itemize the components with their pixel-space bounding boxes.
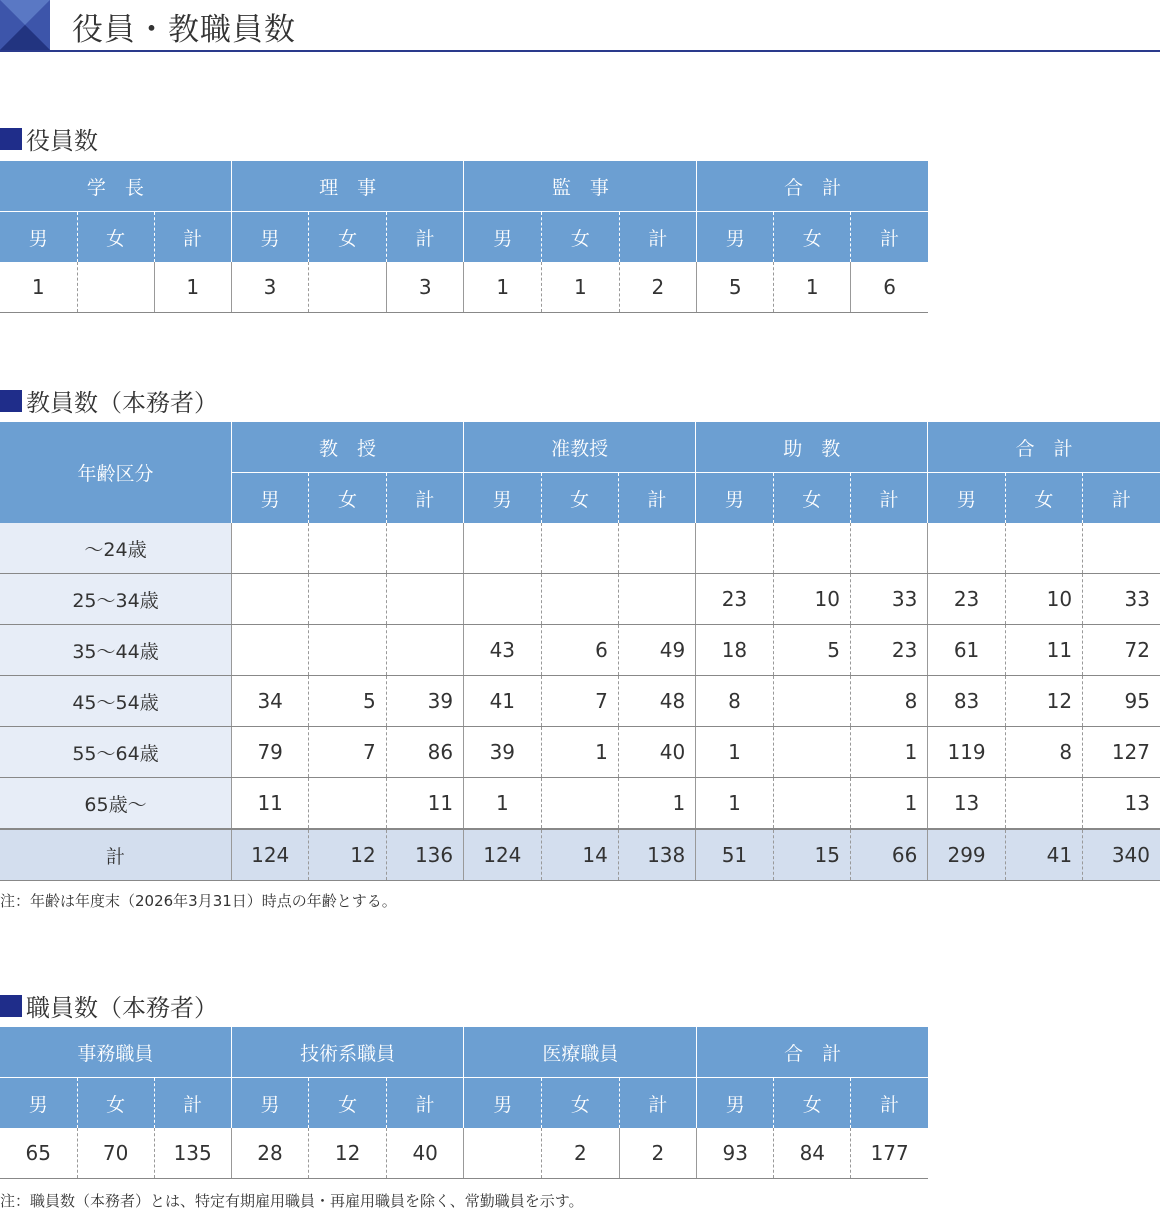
faculty-total-cell: 340 — [1083, 829, 1160, 881]
officers-subheader: 計 — [619, 212, 697, 263]
faculty-cell: 33 — [851, 574, 928, 625]
faculty-cell — [1005, 523, 1082, 574]
staff-subheader: 計 — [386, 1078, 464, 1129]
faculty-cell: 13 — [928, 778, 1005, 830]
officers-heading — [0, 121, 98, 156]
faculty-cell: 8 — [1005, 727, 1082, 778]
officers-cell: 1 — [154, 262, 231, 313]
faculty-subheader: 女 — [1005, 473, 1082, 524]
staff-table — [0, 1027, 928, 1179]
staff-heading-text: 職員数（本務者） — [26, 994, 218, 1022]
faculty-cell: 1 — [541, 727, 618, 778]
faculty-cell: 40 — [618, 727, 695, 778]
faculty-cell: 23 — [696, 574, 773, 625]
officers-subheader: 男 — [464, 212, 542, 263]
staff-group-header: 事務職員 — [0, 1027, 231, 1078]
faculty-cell — [386, 625, 463, 676]
staff-note: 注：職員数（本務者）とは、特定有期雇用職員・再雇用職員を除く、常勤職員を示す。 — [0, 1192, 584, 1210]
faculty-subheader: 計 — [851, 473, 928, 524]
staff-subheader: 計 — [619, 1078, 697, 1129]
staff-cell: 93 — [697, 1128, 774, 1179]
age-label: ～24歳 — [0, 523, 232, 574]
officers-subheader: 男 — [697, 212, 774, 263]
page-header — [0, 0, 1160, 52]
faculty-row — [0, 625, 1160, 676]
officers-cell: 6 — [851, 262, 928, 313]
officers-subheader: 計 — [386, 212, 464, 263]
age-category-header: 年齢区分 — [0, 422, 232, 523]
staff-group-header: 合 計 — [697, 1027, 928, 1078]
officers-group-header: 学 長 — [0, 161, 231, 212]
faculty-cell — [309, 574, 386, 625]
faculty-cell: 11 — [1005, 625, 1082, 676]
faculty-cell: 127 — [1083, 727, 1160, 778]
faculty-cell — [773, 727, 850, 778]
faculty-cell — [464, 574, 541, 625]
officers-cell: 1 — [0, 262, 77, 313]
faculty-table — [0, 422, 1160, 881]
officers-data-row — [0, 262, 928, 313]
faculty-group-header: 助 教 — [696, 422, 928, 473]
officers-cell: 1 — [774, 262, 851, 313]
staff-cell: 135 — [154, 1128, 231, 1179]
faculty-cell: 119 — [928, 727, 1005, 778]
faculty-total-cell: 124 — [232, 829, 309, 881]
faculty-cell — [541, 523, 618, 574]
staff-cell: 40 — [386, 1128, 464, 1179]
staff-data-row — [0, 1128, 928, 1179]
officers-cell: 5 — [697, 262, 774, 313]
faculty-total-cell: 14 — [541, 829, 618, 881]
faculty-row — [0, 676, 1160, 727]
staff-cell: 70 — [77, 1128, 154, 1179]
faculty-cell: 33 — [1083, 574, 1160, 625]
faculty-group-header: 教 授 — [232, 422, 464, 473]
faculty-cell — [773, 523, 850, 574]
staff-group-header: 技術系職員 — [231, 1027, 464, 1078]
page-title: 役員・教職員数 — [72, 12, 296, 48]
age-label: 55～64歳 — [0, 727, 232, 778]
faculty-note: 注：年齢は年度末（2026年3月31日）時点の年齢とする。 — [0, 892, 397, 910]
faculty-cell: 1 — [696, 727, 773, 778]
faculty-total-cell: 138 — [618, 829, 695, 881]
faculty-cell: 61 — [928, 625, 1005, 676]
staff-subheader: 男 — [0, 1078, 77, 1129]
faculty-cell: 39 — [386, 676, 463, 727]
staff-heading — [0, 988, 218, 1023]
faculty-cell: 11 — [232, 778, 309, 830]
faculty-cell — [541, 574, 618, 625]
faculty-cell — [928, 523, 1005, 574]
faculty-cell — [232, 574, 309, 625]
faculty-row — [0, 727, 1160, 778]
faculty-cell: 13 — [1083, 778, 1160, 830]
officers-subheader: 女 — [542, 212, 620, 263]
faculty-cell: 5 — [309, 676, 386, 727]
officers-table — [0, 161, 928, 313]
faculty-cell: 39 — [464, 727, 541, 778]
faculty-cell: 23 — [928, 574, 1005, 625]
faculty-cell: 41 — [464, 676, 541, 727]
faculty-row — [0, 574, 1160, 625]
faculty-subheader: 男 — [232, 473, 309, 524]
staff-subheader: 女 — [542, 1078, 620, 1129]
faculty-cell: 48 — [618, 676, 695, 727]
faculty-cell — [618, 574, 695, 625]
faculty-subheader: 女 — [309, 473, 386, 524]
faculty-cell — [773, 778, 850, 830]
officers-subheader: 女 — [309, 212, 387, 263]
faculty-cell — [309, 523, 386, 574]
faculty-total-row — [0, 829, 1160, 881]
staff-cell: 2 — [542, 1128, 620, 1179]
faculty-total-cell: 299 — [928, 829, 1005, 881]
faculty-cell: 1 — [618, 778, 695, 830]
faculty-cell — [541, 778, 618, 830]
faculty-group-header: 准教授 — [464, 422, 696, 473]
faculty-cell: 72 — [1083, 625, 1160, 676]
faculty-cell — [773, 676, 850, 727]
faculty-cell: 95 — [1083, 676, 1160, 727]
officers-group-header: 監 事 — [464, 161, 697, 212]
staff-cell: 2 — [619, 1128, 697, 1179]
faculty-cell — [851, 523, 928, 574]
officers-subheader: 女 — [774, 212, 851, 263]
officers-cell — [77, 262, 154, 313]
faculty-cell — [386, 574, 463, 625]
staff-subheader: 女 — [774, 1078, 851, 1129]
faculty-cell: 18 — [696, 625, 773, 676]
faculty-heading-text: 教員数（本務者） — [26, 389, 218, 417]
faculty-cell: 6 — [541, 625, 618, 676]
age-label: 65歳～ — [0, 778, 232, 830]
officers-subheader: 女 — [77, 212, 154, 263]
heading-square-icon — [0, 390, 22, 412]
faculty-subheader: 計 — [386, 473, 463, 524]
officers-heading-text: 役員数 — [26, 127, 98, 155]
staff-cell: 12 — [309, 1128, 387, 1179]
officers-subheader: 男 — [231, 212, 309, 263]
faculty-subheader: 女 — [541, 473, 618, 524]
officers-group-header: 合 計 — [697, 161, 928, 212]
faculty-cell: 5 — [773, 625, 850, 676]
staff-subheader: 計 — [154, 1078, 231, 1129]
faculty-cell — [618, 523, 695, 574]
faculty-cell: 23 — [851, 625, 928, 676]
staff-subheader: 計 — [851, 1078, 928, 1129]
officers-subheader: 計 — [154, 212, 231, 263]
faculty-cell: 8 — [696, 676, 773, 727]
staff-subheader: 男 — [464, 1078, 542, 1129]
faculty-cell: 49 — [618, 625, 695, 676]
faculty-subheader: 男 — [928, 473, 1005, 524]
faculty-cell: 79 — [232, 727, 309, 778]
faculty-cell: 10 — [773, 574, 850, 625]
age-label: 35～44歳 — [0, 625, 232, 676]
faculty-cell — [386, 523, 463, 574]
staff-group-header: 医療職員 — [464, 1027, 697, 1078]
faculty-group-header: 合 計 — [928, 422, 1160, 473]
faculty-cell — [309, 778, 386, 830]
faculty-cell: 83 — [928, 676, 1005, 727]
faculty-subheader: 女 — [773, 473, 850, 524]
total-label: 計 — [0, 829, 232, 881]
faculty-total-cell: 12 — [309, 829, 386, 881]
staff-cell — [464, 1128, 542, 1179]
faculty-total-cell: 41 — [1005, 829, 1082, 881]
faculty-cell — [309, 625, 386, 676]
heading-square-icon — [0, 995, 22, 1017]
faculty-cell: 1 — [464, 778, 541, 830]
faculty-cell: 86 — [386, 727, 463, 778]
staff-cell: 65 — [0, 1128, 77, 1179]
faculty-cell: 11 — [386, 778, 463, 830]
faculty-total-cell: 136 — [386, 829, 463, 881]
faculty-total-cell: 66 — [851, 829, 928, 881]
header-emblem-icon — [0, 0, 50, 50]
faculty-cell: 7 — [309, 727, 386, 778]
staff-subheader: 男 — [231, 1078, 309, 1129]
officers-group-header: 理 事 — [231, 161, 464, 212]
faculty-cell: 1 — [851, 727, 928, 778]
faculty-subheader: 男 — [464, 473, 541, 524]
officers-cell — [309, 262, 387, 313]
faculty-subheader: 男 — [696, 473, 773, 524]
faculty-heading — [0, 383, 218, 418]
officers-cell: 3 — [386, 262, 464, 313]
faculty-total-cell: 51 — [696, 829, 773, 881]
faculty-cell — [696, 523, 773, 574]
staff-subheader: 男 — [697, 1078, 774, 1129]
heading-square-icon — [0, 128, 22, 150]
officers-cell: 1 — [464, 262, 542, 313]
officers-cell: 3 — [231, 262, 309, 313]
faculty-cell: 34 — [232, 676, 309, 727]
officers-subheader: 計 — [851, 212, 928, 263]
officers-subheader: 男 — [0, 212, 77, 263]
officers-cell: 2 — [619, 262, 697, 313]
officers-cell: 1 — [542, 262, 620, 313]
faculty-row — [0, 778, 1160, 830]
faculty-subheader: 計 — [1083, 473, 1160, 524]
faculty-cell — [232, 625, 309, 676]
faculty-subheader: 計 — [618, 473, 695, 524]
staff-subheader: 女 — [77, 1078, 154, 1129]
staff-cell: 28 — [231, 1128, 309, 1179]
faculty-total-cell: 124 — [464, 829, 541, 881]
age-label: 45～54歳 — [0, 676, 232, 727]
staff-subheader: 女 — [309, 1078, 387, 1129]
faculty-cell: 8 — [851, 676, 928, 727]
faculty-cell — [1005, 778, 1082, 830]
staff-cell: 84 — [774, 1128, 851, 1179]
faculty-row — [0, 523, 1160, 574]
faculty-cell — [232, 523, 309, 574]
faculty-cell: 10 — [1005, 574, 1082, 625]
staff-cell: 177 — [851, 1128, 928, 1179]
faculty-cell: 1 — [851, 778, 928, 830]
faculty-cell — [1083, 523, 1160, 574]
faculty-cell: 12 — [1005, 676, 1082, 727]
faculty-cell: 7 — [541, 676, 618, 727]
faculty-cell: 43 — [464, 625, 541, 676]
faculty-cell — [464, 523, 541, 574]
age-label: 25～34歳 — [0, 574, 232, 625]
faculty-cell: 1 — [696, 778, 773, 830]
faculty-total-cell: 15 — [773, 829, 850, 881]
